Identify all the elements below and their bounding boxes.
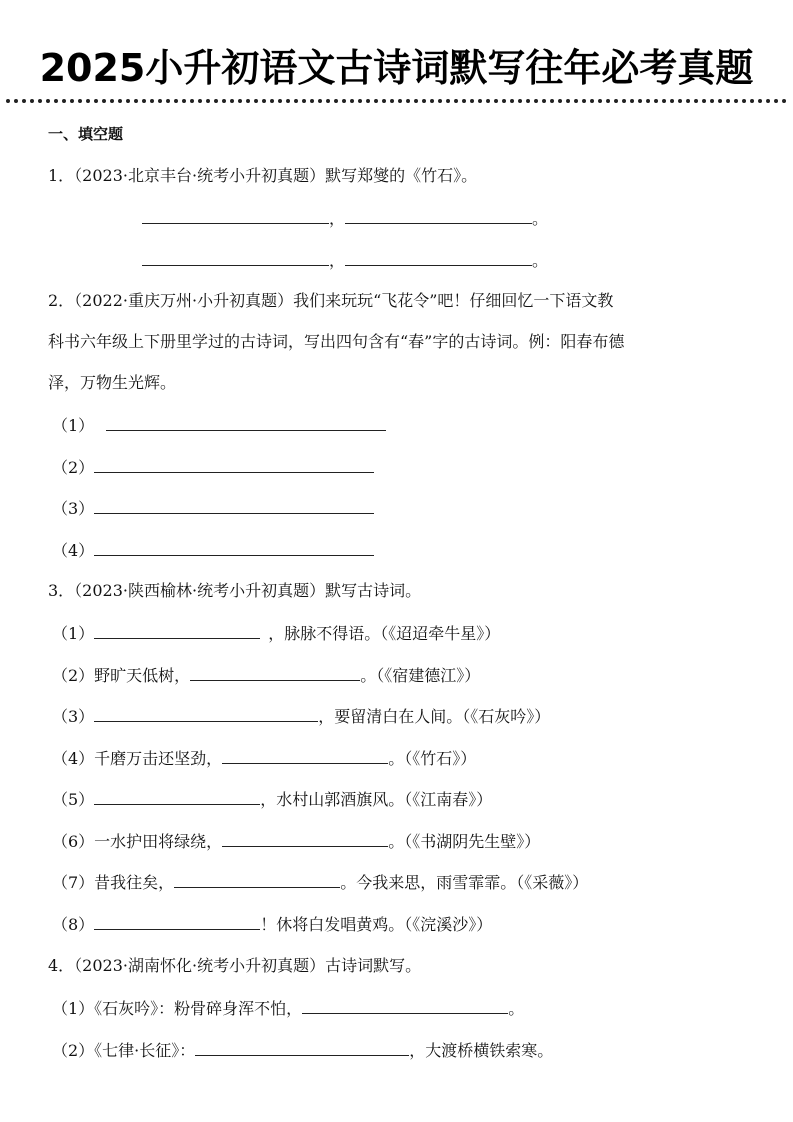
answer-blank[interactable] [174, 872, 340, 888]
q3-item-2: （2）野旷天低树， 。（《宿建德江》） [52, 666, 481, 685]
answer-blank[interactable] [222, 831, 388, 847]
q4-item-1: （1）《石灰吟》：粉骨碎身浑不怕， 。 [52, 999, 525, 1018]
q3-item-1: （1） ，脉脉不得语。（《迢迢牵牛星》） [52, 624, 501, 643]
q1-answer-row-1: ， 。 [142, 208, 548, 229]
q3-item-6: （6）一水护田将绿绕， 。（《书湖阴先生壁》） [52, 832, 541, 851]
answer-blank[interactable] [195, 1040, 409, 1056]
answer-blank[interactable] [302, 998, 508, 1014]
q4-stem: 4．（2023·湖南怀化·统考小升初真题）古诗词默写。 [48, 956, 422, 975]
page-title: 2025小升初语文古诗词默写往年必考真题 [39, 46, 754, 90]
q1-stem: 1．（2023·北京丰台·统考小升初真题）默写郑燮的《竹石》。 [48, 166, 478, 185]
answer-blank[interactable] [142, 208, 329, 224]
q3-item-7: （7）昔我往矣， 。今我来思，雨雪霏霏。（《采薇》） [52, 873, 589, 892]
section-heading: 一、填空题 [48, 125, 124, 143]
q3-stem: 3．（2023·陕西榆林·统考小升初真题）默写古诗词。 [48, 581, 422, 600]
answer-blank[interactable] [222, 748, 388, 764]
q3-item-4: （4）千磨万击还坚劲， 。（《竹石》） [52, 749, 477, 768]
q3-item-8: （8） ！休将白发唱黄鸡。（《浣溪沙》） [52, 915, 493, 934]
answer-blank[interactable] [106, 415, 386, 431]
q2-stem-line-2: 科书六年级上下册里学过的古诗词，写出四句含有“春”字的古诗词。例：阳春布德 [48, 332, 625, 351]
answer-blank[interactable] [142, 250, 329, 266]
answer-blank[interactable] [94, 914, 260, 930]
answer-blank[interactable] [94, 623, 260, 639]
answer-blank[interactable] [345, 208, 532, 224]
q2-item-4: （4） [52, 540, 374, 561]
q3-item-5: （5） ，水村山郭酒旗风。（《江南春》） [52, 790, 493, 809]
q1-answer-row-2: ， 。 [142, 250, 548, 271]
q2-stem-line-1: 2．（2022·重庆万州·小升初真题）我们来玩玩“飞花令”吧！仔细回忆一下语文教 [48, 291, 614, 310]
q4-item-2: （2）《七律·长征》： ，大渡桥横铁索寒。 [52, 1041, 554, 1060]
dotted-divider [6, 99, 787, 103]
answer-blank[interactable] [190, 665, 360, 681]
answer-blank[interactable] [94, 789, 260, 805]
answer-blank[interactable] [345, 250, 532, 266]
q3-item-3: （3） ，要留清白在人间。（《石灰吟》） [52, 707, 551, 726]
answer-blank[interactable] [94, 540, 374, 556]
q2-item-3: （3） [52, 498, 374, 519]
answer-blank[interactable] [94, 706, 318, 722]
q2-stem-line-3: 泽，万物生光辉。 [48, 373, 177, 392]
q2-item-1: （1） [52, 415, 386, 436]
q2-item-2: （2） [52, 457, 374, 478]
answer-blank[interactable] [94, 498, 374, 514]
answer-blank[interactable] [94, 457, 374, 473]
